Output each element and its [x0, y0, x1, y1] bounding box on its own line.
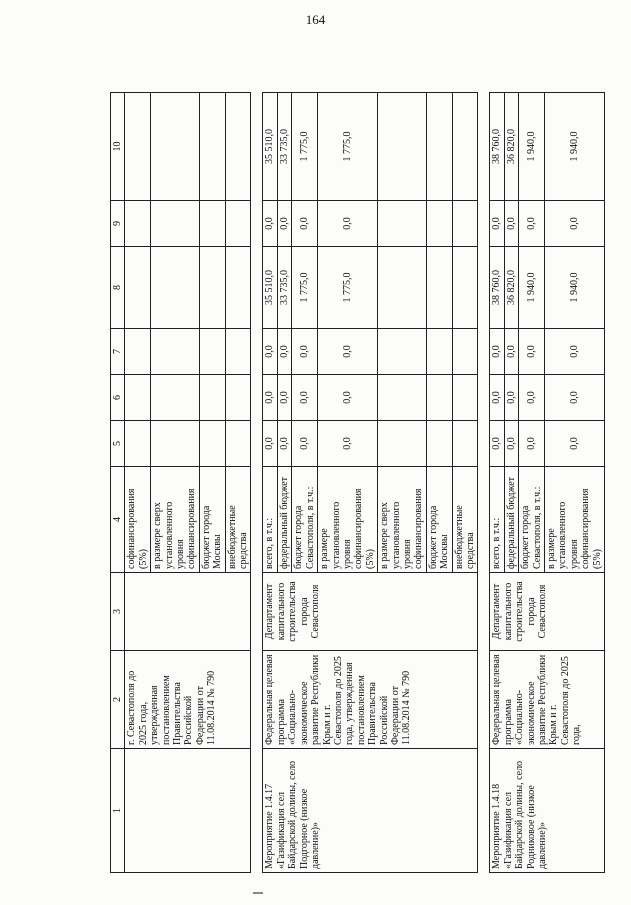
event-name-cell	[125, 749, 251, 873]
source-cell: в размере установленного уровня софинансирования (5%)	[318, 467, 378, 573]
header-col-4: 4	[111, 467, 125, 573]
value-cell: 0,0	[263, 201, 277, 247]
value-cell: 1 775,0	[292, 247, 318, 329]
value-cell: 0,0	[292, 201, 318, 247]
value-cell: 38 760,0	[490, 93, 504, 201]
value-cell: 38 760,0	[490, 247, 504, 329]
value-cell: 0,0	[545, 421, 605, 467]
header-col-6: 6	[111, 375, 125, 421]
value-cell: 36 820,0	[504, 247, 518, 329]
source-cell: в размере сверх установленного уровня софинансирования	[378, 467, 427, 573]
source-cell: бюджет города Москвы	[426, 467, 452, 573]
value-cell: 0,0	[490, 421, 504, 467]
value-cell: 0,0	[504, 421, 518, 467]
value-cell: 0,0	[504, 329, 518, 375]
header-col-2: 2	[111, 651, 125, 749]
executor-cell: Департамент капитального строительства города Севастополя	[263, 573, 478, 651]
table-gap-row	[478, 93, 490, 873]
table-gap-row	[251, 93, 263, 873]
source-cell: всего, в т.ч.:	[490, 467, 504, 573]
source-cell: всего, в т.ч.:	[263, 467, 277, 573]
header-row	[111, 93, 125, 873]
scan-mark	[253, 892, 263, 894]
header-col-7: 7	[111, 329, 125, 375]
event-name-cell: Мероприятие 1.4.18 «Газификация сел Байдарской долины, село Родниковое (низкое давление)»	[490, 749, 605, 873]
table-row	[125, 93, 151, 873]
value-cell: 35 510,0	[263, 247, 277, 329]
source-cell: федеральный бюджет	[504, 467, 518, 573]
value-cell: 0,0	[263, 375, 277, 421]
header-col-5: 5	[111, 421, 125, 467]
value-cell: 1 775,0	[318, 247, 378, 329]
header-col-9: 9	[111, 201, 125, 247]
header-col-1: 1	[111, 749, 125, 873]
value-cell: 0,0	[277, 329, 291, 375]
value-cell: 35 510,0	[263, 93, 277, 201]
value-cell: 1 940,0	[545, 93, 605, 201]
value-cell: 0,0	[277, 375, 291, 421]
header-col-10: 10	[111, 93, 125, 201]
table-row	[263, 93, 277, 873]
value-cell: 0,0	[292, 375, 318, 421]
table-row	[490, 93, 504, 873]
value-cell: 0,0	[504, 201, 518, 247]
value-cell: 33 735,0	[277, 247, 291, 329]
budget-table	[110, 92, 605, 873]
rotated-table-container	[110, 93, 603, 873]
program-cell: Федеральная целевая программа «Социально-экономическое развитие Республики Крым и г. Севастополя до 2025 года, утвержденная постановлением Правительства Российской Федерации от 11.08.2014 № 790	[263, 651, 478, 749]
value-cell: 0,0	[318, 375, 378, 421]
source-cell: софинансирования (5%)	[125, 467, 151, 573]
value-cell: 1 940,0	[545, 247, 605, 329]
value-cell: 0,0	[318, 329, 378, 375]
value-cell: 1 775,0	[318, 93, 378, 201]
value-cell: 1 940,0	[519, 247, 545, 329]
value-cell: 0,0	[519, 201, 545, 247]
value-cell: 0,0	[277, 421, 291, 467]
value-cell: 0,0	[318, 201, 378, 247]
source-cell: бюджет города Севастополя, в т.ч.:	[292, 467, 318, 573]
value-cell: 0,0	[292, 329, 318, 375]
source-cell: внебюджетные средства	[452, 467, 478, 573]
executor-cell: Департамент капитального строительства города Севастополя	[490, 573, 605, 651]
event-name-cell: Мероприятие 1.4.17 «Газификация сел Байдарской долины, село Подгорное (низкое давление)»	[263, 749, 478, 873]
page-number: 164	[305, 12, 326, 27]
source-cell: внебюджетные средства	[225, 467, 251, 573]
source-cell: в размере сверх установленного уровня софинансирования	[151, 467, 200, 573]
value-cell: 0,0	[545, 329, 605, 375]
value-cell: 0,0	[490, 375, 504, 421]
value-cell: 0,0	[318, 421, 378, 467]
value-cell: 0,0	[504, 375, 518, 421]
header-col-8: 8	[111, 247, 125, 329]
value-cell: 0,0	[490, 329, 504, 375]
value-cell: 0,0	[545, 201, 605, 247]
value-cell: 0,0	[545, 375, 605, 421]
value-cell: 0,0	[277, 201, 291, 247]
value-cell: 0,0	[263, 329, 277, 375]
value-cell: 0,0	[263, 421, 277, 467]
value-cell: 0,0	[519, 329, 545, 375]
source-cell: в размере установленного уровня софинансирования (5%)	[545, 467, 605, 573]
program-cell: г. Севастополя до 2025 года, утвержденная постановлением Правительства Российской Федерации от 11.08.2014 № 790	[125, 651, 251, 749]
program-cell: Федеральная целевая программа «Социально-экономическое развитие Республики Крым и г. Севастополя до 2025 года,	[490, 651, 605, 749]
source-cell: федеральный бюджет	[277, 467, 291, 573]
value-cell: 33 735,0	[277, 93, 291, 201]
source-cell: бюджет города Севастополя, в т.ч.:	[519, 467, 545, 573]
value-cell: 0,0	[519, 375, 545, 421]
executor-cell	[125, 573, 251, 651]
source-cell: бюджет города Москвы	[199, 467, 225, 573]
value-cell: 1 775,0	[292, 93, 318, 201]
value-cell: 0,0	[519, 421, 545, 467]
value-cell: 36 820,0	[504, 93, 518, 201]
value-cell: 0,0	[292, 421, 318, 467]
value-cell: 0,0	[490, 201, 504, 247]
value-cell: 1 940,0	[519, 93, 545, 201]
header-col-3: 3	[111, 573, 125, 651]
